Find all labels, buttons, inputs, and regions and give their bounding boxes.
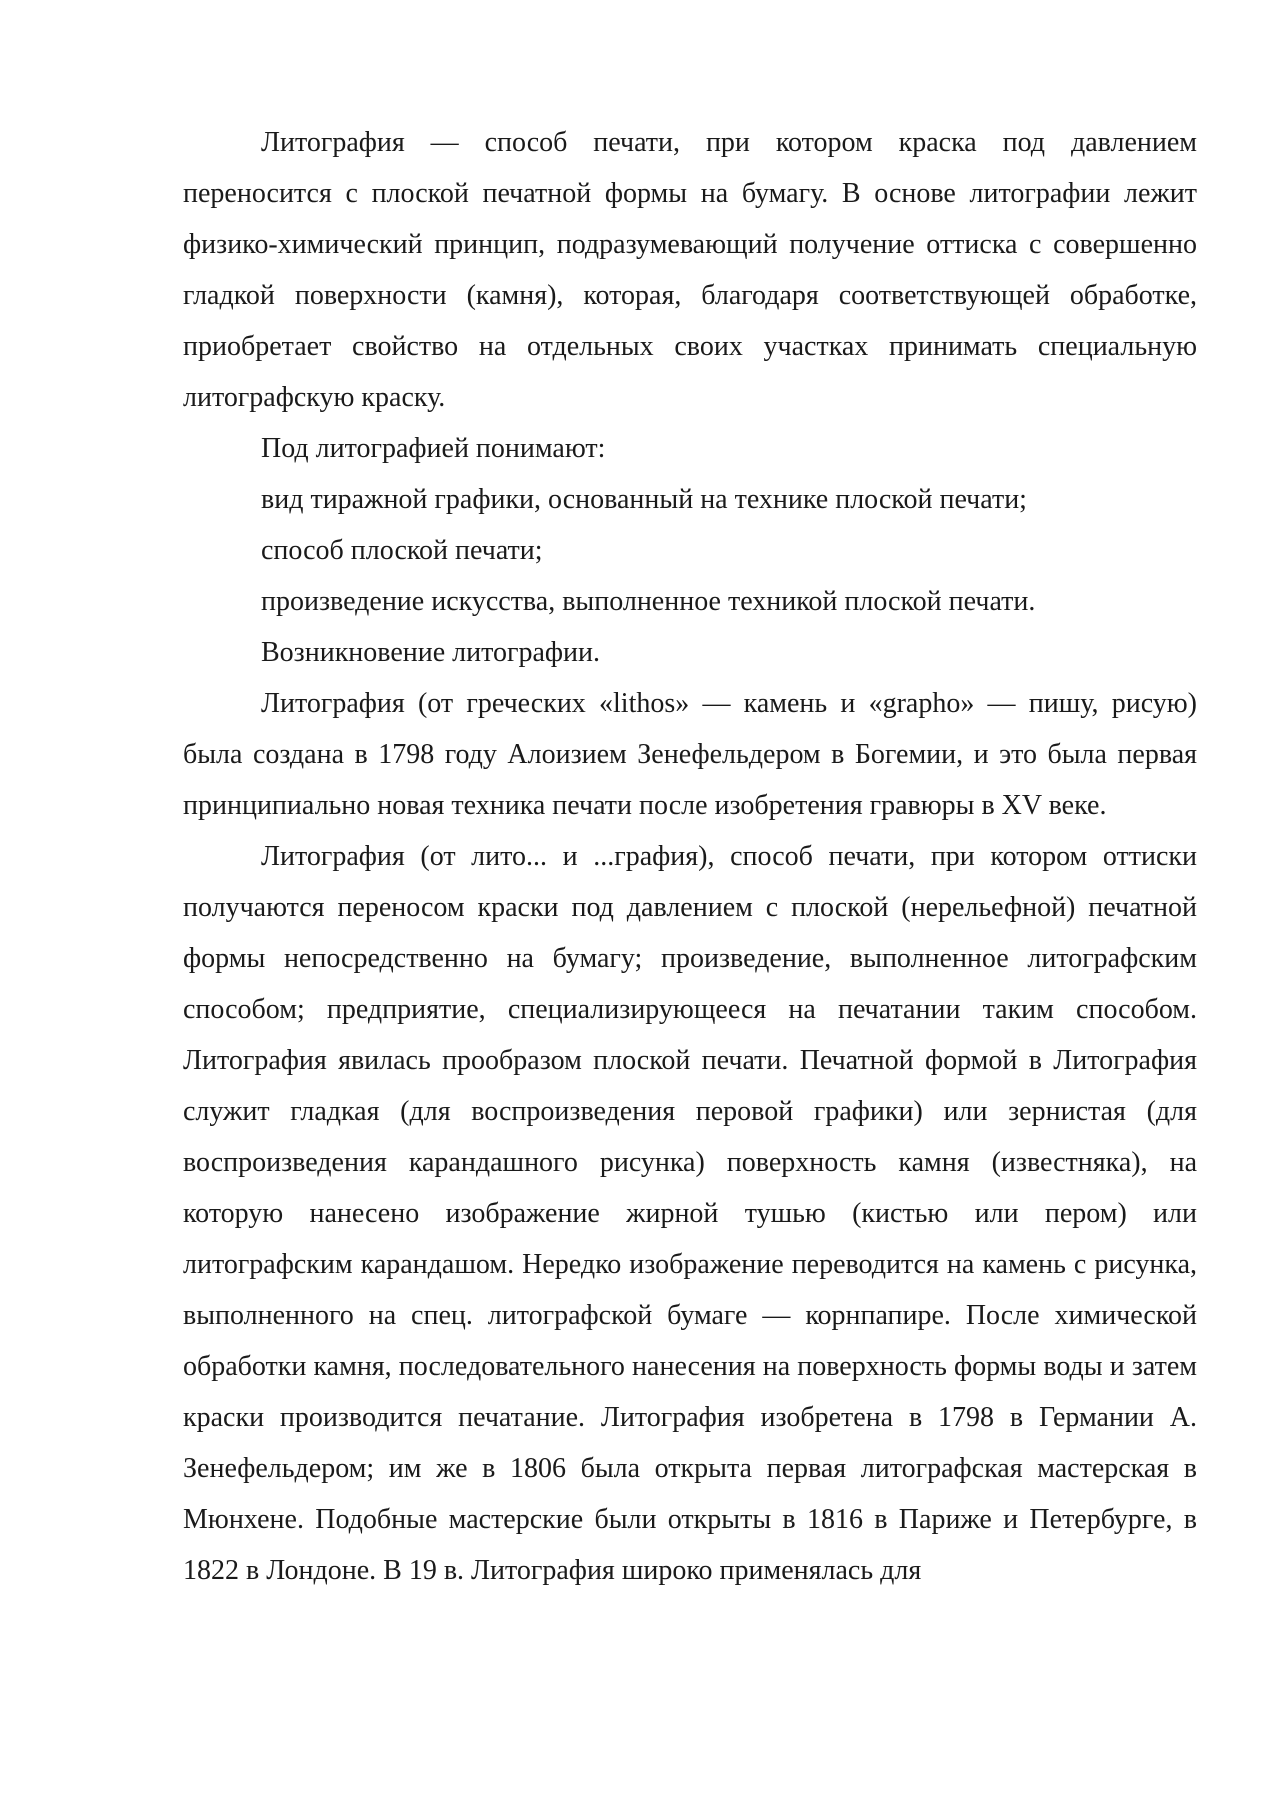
list-item: способ плоской печати; xyxy=(261,535,543,566)
paragraph-etymology: Литография (от греческих «lithos» — камень и «grapho» — пишу, рисую) была создана в 1798 году Алоизием Зенефельдером в Богемии, и это была первая принципиально новая техника печати после изобретения гравюры в XV веке. xyxy=(183,688,1197,821)
paragraph-definition: Литография — способ печати, при котором краска под давлением переносится с плоской печатной формы на бумагу. В основе литографии лежит физико-химический принцип, подразумевающий получение оттиска с совершенно гладкой поверхности (камня), которая, благодаря соответствующей обработке, приобретает свойство на отдельных своих участках принимать специальную литографскую краску. xyxy=(183,127,1197,413)
paragraph-meanings-intro: Под литографией понимают: xyxy=(261,433,606,464)
section-heading: Возникновение литографии. xyxy=(261,637,601,668)
document-page xyxy=(183,117,1197,1596)
list-item: произведение искусства, выполненное техникой плоской печати. xyxy=(261,586,1036,617)
list-item: вид тиражной графики, основанный на технике плоской печати; xyxy=(261,484,1027,515)
paragraph-history: Литография (от лито... и ...графия), способ печати, при котором оттиски получаются переносом краски под давлением с плоской (нерельефной) печатной формы непосредственно на бумагу; произведение, выполненное литографским способом; предприятие, специализирующееся на печатании таким способом. Литография явилась прообразом плоской печати. Печатной формой в Литография служит гладкая (для воспроизведения перовой графики) или зернистая (для воспроизведения карандашного рисунка) поверхность камня (известняка), на которую нанесено изображение жирной тушью (кистью или пером) или литографским карандашом. Нередко изображение переводится на камень с рисунка, выполненного на спец. литографской бумаге — корнпапире. После химической обработки камня, последовательного нанесения на поверхность формы воды и затем краски производится печатание. Литография изобретена в 1798 в Германии А. Зенефельдером; им же в 1806 была открыта первая литографская мастерская в Мюнхене. Подобные мастерские были открыты в 1816 в Париже и Петербурге, в 1822 в Лондоне. В 19 в. Литография широко применялась для xyxy=(183,841,1197,1586)
